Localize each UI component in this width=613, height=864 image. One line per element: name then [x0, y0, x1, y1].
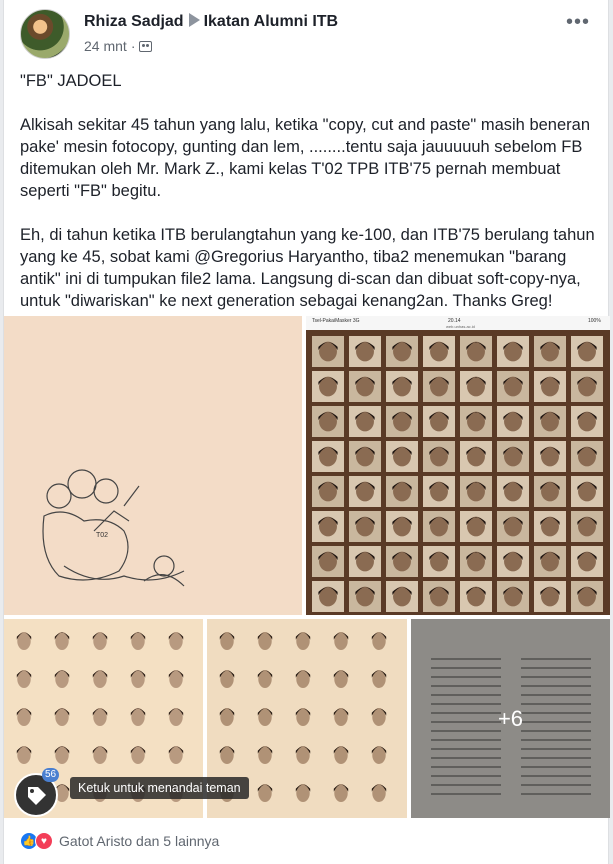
sketch-drawing: [4, 316, 302, 615]
group-privacy-icon: [139, 41, 152, 52]
post-paragraph: "FB" JADOEL: [20, 72, 122, 90]
post-paragraph: Alkisah sekitar 45 tahun yang lalu, ketika "copy, cut and paste" masih beneran pake' mesin fotocopy, gunting dan lem, ........tentu saja jauuuuuh sebelom FB ditemukan oleh Mr. Mark Z., kami kelas T'02 TPB ITB'75 pernah membuat seperti "FB" begitu.: [20, 116, 590, 200]
post-paragraph: Eh, di tahun ketika ITB berulangtahun yang ke-100, dan ITB'75 berulang tahun yang ke 45, sobat kami @Gregorius Haryantho, tiba2 menemukan "barang antik" ini di tumpukan file2 lama. Langsung di-scan dan dibuat soft-copy-nya, untuk "diwariskan" ke next generation sebagai kenang2an. Thanks Greg!: [20, 226, 595, 310]
like-reaction-icon: 👍: [20, 832, 38, 850]
more-photos-overlay[interactable]: +6: [411, 619, 610, 818]
photo-grid: [4, 316, 610, 818]
status-right: 100%: [588, 318, 601, 324]
tag-count-badge: 56: [42, 768, 59, 782]
status-url: web.unhas.ac.id: [446, 324, 475, 329]
meta-separator: ·: [130, 38, 136, 54]
group-name[interactable]: Ikatan Alumni ITB: [203, 13, 339, 30]
photo-document-list[interactable]: [411, 619, 610, 818]
triangle-right-icon: [189, 13, 200, 27]
status-left: Tsel-PakaiMasker 3G: [312, 318, 360, 324]
reactions-summary[interactable]: [20, 830, 219, 852]
svg-text:T02: T02: [96, 532, 109, 539]
author-name[interactable]: Rhiza Sadjad: [84, 13, 184, 30]
post-header: [20, 7, 598, 61]
post-text: [20, 70, 600, 334]
love-reaction-icon: ♥: [35, 832, 53, 850]
faces-collage: [306, 316, 610, 615]
status-time: 20.14: [448, 318, 461, 324]
more-options-button[interactable]: •••: [565, 11, 590, 33]
post-meta: [84, 38, 152, 54]
photo-faces-screenshot[interactable]: [306, 316, 610, 615]
tag-tooltip: Ketuk untuk menandai teman: [70, 777, 249, 799]
post-time[interactable]: 24 mnt: [84, 38, 127, 54]
author-avatar[interactable]: [20, 9, 70, 59]
author-line: [84, 13, 338, 31]
post-card: [3, 0, 609, 864]
reactions-text: Gatot Aristo dan 5 lainnya: [59, 833, 220, 849]
photo-drawing[interactable]: [4, 316, 302, 615]
